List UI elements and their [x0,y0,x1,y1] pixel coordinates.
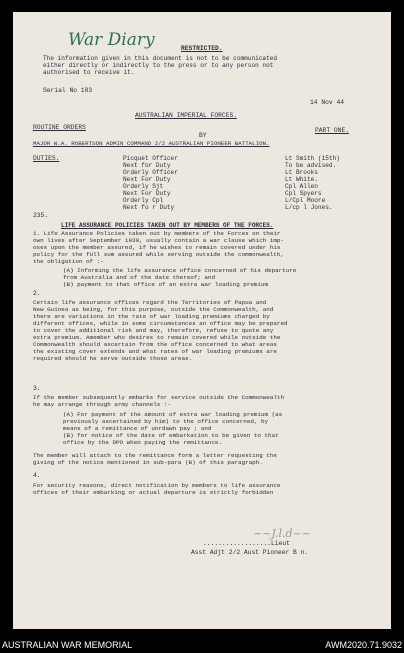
paragraph-line: means of a remittance of unrdawn pay ; and [63,425,212,432]
duty-name: Lt Smith (15th) [285,155,340,162]
classification: RESTRICTED. [181,45,223,52]
paragraph-1 [33,230,284,265]
signatory: Asst Adjt 2/2 Aust Pioneer B n. [191,549,309,556]
life-assurance-heading: LIFE ASSURANCE POLICIES TAKEN OUT BY MEMBERS OF THE FORCES. [61,222,274,229]
paragraph-line: giving of the notice mentioned in sub-para (B) of this paragraph. [33,459,263,466]
paragraph-line: previously ascertained by him) to the office concerned, by [63,418,269,425]
paragraph-line: If the member subsequently embarks for service outside the Commonwealth [33,394,284,401]
paragraph-2 [33,299,288,362]
notice-line: The information given in this document is not to be communicated [43,55,278,62]
paragraph-line: policy for the full sum assured while serving outside the commonwealth, [33,251,284,258]
paragraph-4 [33,482,280,496]
duty-name: Lt White. [285,176,318,183]
notice-line: authorised to receive it. [43,69,135,76]
paragraph-line: he may arrange through army channels :- [33,401,171,408]
order-number: 235. [33,212,49,219]
paragraph-line: (B) for notice of the date of embarkation to be given to that [63,432,279,439]
duty-role: Orderly Sjt [123,183,164,190]
paragraph-line: The member will attach to the remittance form a letter requesting the [33,452,277,459]
paragraph-line: office by the DPO when paying the remittance. [63,439,223,446]
paragraph-line: (A) For payment of the amount of extra war loading premium (as [63,411,283,418]
document-page [13,12,391,629]
paragraph-line: (B) payment to that office of an extra war loading premium [63,281,269,288]
part-label: PART ONE. [315,127,350,134]
paragraph-line: required should he serve outside those areas. [33,355,193,362]
routine-orders-label: ROUTINE ORDERS [33,124,86,131]
paragraph-3-items [63,411,282,446]
by-label: BY [199,132,207,139]
duty-role: Next for Duty [123,162,171,169]
paragraph-line: extra premium. Amember who desires to remain covered while outside the [33,334,281,341]
paragraph-line: own lives after September 1939, usually contain a war clause which imp- [33,237,284,244]
duty-name: Lt Brooks [285,169,318,176]
paragraph-2-number: 2. [33,290,41,297]
paragraph-1-a [63,267,296,288]
duties-heading: DUTIES. [33,155,60,162]
duty-name: To be advised. [285,162,337,169]
duty-role: Orderly Cpl [123,197,164,204]
paragraph-line: offices of their embarking or actual departure is strictly forbidden [33,489,274,496]
paragraph-4-number: 4. [33,472,41,479]
paragraph-line: New Guinea as being, for this purpose, outside the Commonwealth, and [33,306,274,313]
paragraph-3-number: 3. [33,385,41,392]
duty-name: L/Cpl Moore [285,197,326,204]
paragraph-line: (A) Informing the life assurance office concerned of his departure [63,267,297,274]
force-heading: AUSTRALIAN IMPERIAL FORCES. [135,112,238,119]
footer-source: AUSTRALIAN WAR MEMORIAL [2,640,133,650]
paragraph-3-tail [33,452,277,466]
signature-line: ..................Lieut [203,540,290,547]
paragraph-line: there are variations in the rate of war loading premiums charged by [33,313,270,320]
duties-roles [123,155,178,211]
paragraph-line: from Australia and of the date thereof; and [63,274,216,281]
signature: ~~J.l.d~~ [253,527,311,540]
paragraph-line: Commonwealth should ascertain from the office concerned to what areas [33,341,277,348]
war-diary-stamp: War Diary [68,30,155,50]
serial-number: Serial No 183 [43,87,93,94]
duty-role: Orderly Officer [123,169,178,176]
paragraph-line: the existing cover extends and what rates of war loading premiums are [33,348,277,355]
paragraph-line: different offices, while in some circumstances an office may be prepared [33,320,288,327]
paragraph-line: Certain life assurance offices regard the Territories of Papua and [33,299,267,306]
paragraph-line: 1. Life Assurance Policies taken out by members of the Forces on their [33,230,281,237]
duty-name: Cpl Spyers [285,190,322,197]
order-date: 14 Nov 44 [310,99,345,106]
duty-role: Next fo r Duty [123,204,175,211]
paragraph-line: oses upon the member assured, if he wishes to remain covered under his [33,244,281,251]
paragraph-line: For security reasons, direct notification by members to life assurance [33,482,281,489]
paragraph-line: the obligation of :- [33,258,104,265]
commander-line: MAJOR W.A. ROBERTSON ADMIN COMMAND 2/2 AUSTRALIAN PIONEER BATTALION. [33,140,270,147]
footer-bar [0,637,404,653]
duty-role: Picquet Officer [123,155,178,162]
paragraph-3 [33,394,284,408]
duty-name: L/cp l Jones. [285,204,333,211]
paragraph-line: to cover the additional risk and may, therefore, refuse to quote any [33,327,274,334]
duties-names [285,155,340,211]
duty-role: Next For Duty [123,176,171,183]
duty-role: Next For Duty [123,190,171,197]
footer-accession: AWM2020.71.9032 [325,640,402,650]
duty-name: Cpl Allen [285,183,318,190]
notice-line: either directly or indirectly to the press or to any person not [43,62,274,69]
notice-block [43,55,277,76]
